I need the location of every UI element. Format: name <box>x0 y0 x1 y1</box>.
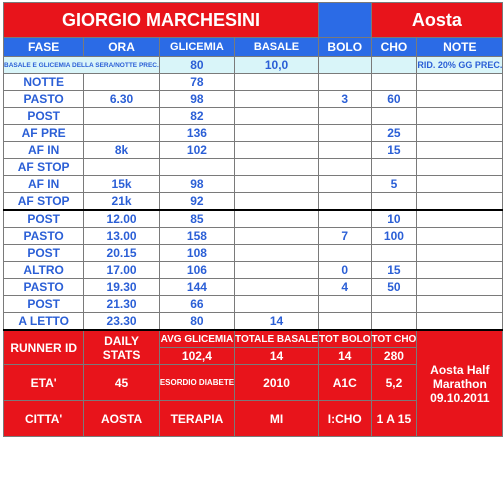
cell-glicemia: 144 <box>159 279 234 296</box>
cell-bolo <box>319 108 371 125</box>
header-bolo: BOLO <box>319 38 371 57</box>
cell-bolo: 3 <box>319 91 371 108</box>
cell-ora: 15k <box>84 176 160 193</box>
cell-ora: 12.00 <box>84 210 160 228</box>
cell-bolo <box>319 296 371 313</box>
daily-stats-label: DAILY STATS <box>84 330 160 365</box>
tot-cho-label: TOT CHO <box>371 330 417 348</box>
table-row <box>4 245 503 262</box>
table-row <box>4 91 503 108</box>
cell-bolo <box>319 176 371 193</box>
totale-basale-label: TOTALE BASALE <box>235 330 319 348</box>
cell-fase: AF PRE <box>4 125 84 142</box>
cell-basale <box>235 296 319 313</box>
cell-cho <box>371 193 417 211</box>
cell-glicemia: 92 <box>159 193 234 211</box>
cell-ora: 13.00 <box>84 228 160 245</box>
cell-bolo <box>319 245 371 262</box>
table-row <box>4 108 503 125</box>
cell-note <box>417 262 503 279</box>
tot-bolo-label: TOT BOLO <box>319 330 371 348</box>
cell-glicemia: 66 <box>159 296 234 313</box>
cell-glicemia: 78 <box>159 74 234 91</box>
cell-note <box>417 159 503 176</box>
basale-value: 10,0 <box>235 57 319 74</box>
basale-row <box>4 57 503 74</box>
eta-value: 45 <box>84 365 160 401</box>
cell-note <box>417 245 503 262</box>
cell-cho <box>371 159 417 176</box>
cell-bolo <box>319 142 371 159</box>
cell-basale <box>235 91 319 108</box>
cell-glicemia: 82 <box>159 108 234 125</box>
cell-bolo <box>319 125 371 142</box>
table-body <box>4 3 503 437</box>
cell-ora: 17.00 <box>84 262 160 279</box>
cell-note <box>417 176 503 193</box>
cell-basale <box>235 245 319 262</box>
location-title: Aosta <box>371 3 503 38</box>
cell-basale <box>235 159 319 176</box>
esordio-value: 2010 <box>235 365 319 401</box>
cell-note <box>417 313 503 331</box>
cell-fase: AF IN <box>4 176 84 193</box>
cell-ora: 21k <box>84 193 160 211</box>
a1c-label: A1C <box>319 365 371 401</box>
cell-note <box>417 125 503 142</box>
tot-cho-value: 280 <box>371 348 417 365</box>
cell-bolo <box>319 159 371 176</box>
cell-basale <box>235 125 319 142</box>
cell-fase: AF IN <box>4 142 84 159</box>
table-row <box>4 279 503 296</box>
cell-fase: PASTO <box>4 279 84 296</box>
cell-fase: AF STOP <box>4 159 84 176</box>
cell-cho: 5 <box>371 176 417 193</box>
basale-bolo <box>319 57 371 74</box>
cell-bolo: 7 <box>319 228 371 245</box>
table-row <box>4 228 503 245</box>
cell-cho <box>371 313 417 331</box>
icho-label: I:CHO <box>319 401 371 437</box>
totale-basale-value: 14 <box>235 348 319 365</box>
cell-bolo <box>319 313 371 331</box>
cell-note <box>417 108 503 125</box>
basale-glicemia: 80 <box>159 57 234 74</box>
cell-fase: NOTTE <box>4 74 84 91</box>
cell-basale: 14 <box>235 313 319 331</box>
cell-cho: 10 <box>371 210 417 228</box>
athlete-name: GIORGIO MARCHESINI <box>4 3 319 38</box>
cell-cho: 15 <box>371 142 417 159</box>
cell-basale <box>235 279 319 296</box>
a1c-value: 5,2 <box>371 365 417 401</box>
cell-glicemia <box>159 159 234 176</box>
cell-ora: 6.30 <box>84 91 160 108</box>
cell-note <box>417 91 503 108</box>
eta-label: ETA' <box>4 365 84 401</box>
cell-basale <box>235 228 319 245</box>
header-note: NOTE <box>417 38 503 57</box>
cell-cho <box>371 108 417 125</box>
cell-fase: A LETTO <box>4 313 84 331</box>
cell-basale <box>235 142 319 159</box>
basale-note: RID. 20% GG PREC. <box>417 57 503 74</box>
citta-label: CITTA' <box>4 401 84 437</box>
cell-bolo <box>319 193 371 211</box>
cell-cho <box>371 74 417 91</box>
cell-ora <box>84 159 160 176</box>
table-row <box>4 159 503 176</box>
cell-note <box>417 193 503 211</box>
cell-fase: PASTO <box>4 91 84 108</box>
cell-ora <box>84 74 160 91</box>
table-row <box>4 313 503 331</box>
cell-glicemia: 136 <box>159 125 234 142</box>
cell-ora: 8k <box>84 142 160 159</box>
cell-ora: 23.30 <box>84 313 160 331</box>
header-fase: FASE <box>4 38 84 57</box>
table-row <box>4 193 503 211</box>
cell-ora: 19.30 <box>84 279 160 296</box>
table-row <box>4 296 503 313</box>
icho-value: 1 A 15 <box>371 401 417 437</box>
cell-bolo <box>319 210 371 228</box>
cell-note <box>417 210 503 228</box>
cell-basale <box>235 210 319 228</box>
cell-cho <box>371 296 417 313</box>
cell-ora <box>84 108 160 125</box>
header-glicemia: GLICEMIA <box>159 38 234 57</box>
cell-note <box>417 74 503 91</box>
table-row <box>4 74 503 91</box>
table-row <box>4 125 503 142</box>
cell-basale <box>235 193 319 211</box>
cell-cho: 100 <box>371 228 417 245</box>
cell-glicemia: 85 <box>159 210 234 228</box>
cell-note <box>417 279 503 296</box>
terapia-label: TERAPIA <box>159 401 234 437</box>
cell-glicemia: 106 <box>159 262 234 279</box>
table-row <box>4 142 503 159</box>
cell-glicemia: 108 <box>159 245 234 262</box>
cell-glicemia: 102 <box>159 142 234 159</box>
terapia-value: MI <box>235 401 319 437</box>
cell-bolo <box>319 74 371 91</box>
cell-fase: ALTRO <box>4 262 84 279</box>
header-row <box>4 38 503 57</box>
table-row <box>4 210 503 228</box>
cell-glicemia: 98 <box>159 91 234 108</box>
cell-ora: 20.15 <box>84 245 160 262</box>
cell-cho: 25 <box>371 125 417 142</box>
cell-basale <box>235 176 319 193</box>
header-ora: ORA <box>84 38 160 57</box>
cell-cho: 60 <box>371 91 417 108</box>
cell-basale <box>235 108 319 125</box>
tot-bolo-value: 14 <box>319 348 371 365</box>
cell-bolo: 0 <box>319 262 371 279</box>
cell-basale <box>235 262 319 279</box>
header-basale: BASALE <box>235 38 319 57</box>
cell-note <box>417 228 503 245</box>
cell-cho: 15 <box>371 262 417 279</box>
cell-basale <box>235 74 319 91</box>
cell-fase: POST <box>4 108 84 125</box>
cell-fase: POST <box>4 210 84 228</box>
basale-label: BASALE E GLICEMIA DELLA SERA/NOTTE PREC. <box>4 57 160 74</box>
cell-ora <box>84 125 160 142</box>
cell-glicemia: 98 <box>159 176 234 193</box>
cell-glicemia: 80 <box>159 313 234 331</box>
cell-cho: 50 <box>371 279 417 296</box>
cell-note <box>417 142 503 159</box>
runner-id-label: RUNNER ID <box>4 330 84 365</box>
cell-fase: POST <box>4 296 84 313</box>
avg-glicemia-value: 102,4 <box>159 348 234 365</box>
header-cho: CHO <box>371 38 417 57</box>
title-spacer <box>319 3 371 38</box>
citta-value: AOSTA <box>84 401 160 437</box>
table-row <box>4 262 503 279</box>
glycemic-log-table <box>3 2 503 437</box>
avg-glicemia-label: AVG GLICEMIA <box>159 330 234 348</box>
cell-bolo: 4 <box>319 279 371 296</box>
cell-note <box>417 296 503 313</box>
cell-fase: AF STOP <box>4 193 84 211</box>
title-row <box>4 3 503 38</box>
basale-cho <box>371 57 417 74</box>
cell-ora: 21.30 <box>84 296 160 313</box>
cell-glicemia: 158 <box>159 228 234 245</box>
footer-row-1 <box>4 330 503 348</box>
cell-fase: PASTO <box>4 228 84 245</box>
event-name: Aosta Half Marathon 09.10.2011 <box>417 330 503 437</box>
table-row <box>4 176 503 193</box>
esordio-label: ESORDIO DIABETE <box>159 365 234 401</box>
cell-cho <box>371 245 417 262</box>
cell-fase: POST <box>4 245 84 262</box>
